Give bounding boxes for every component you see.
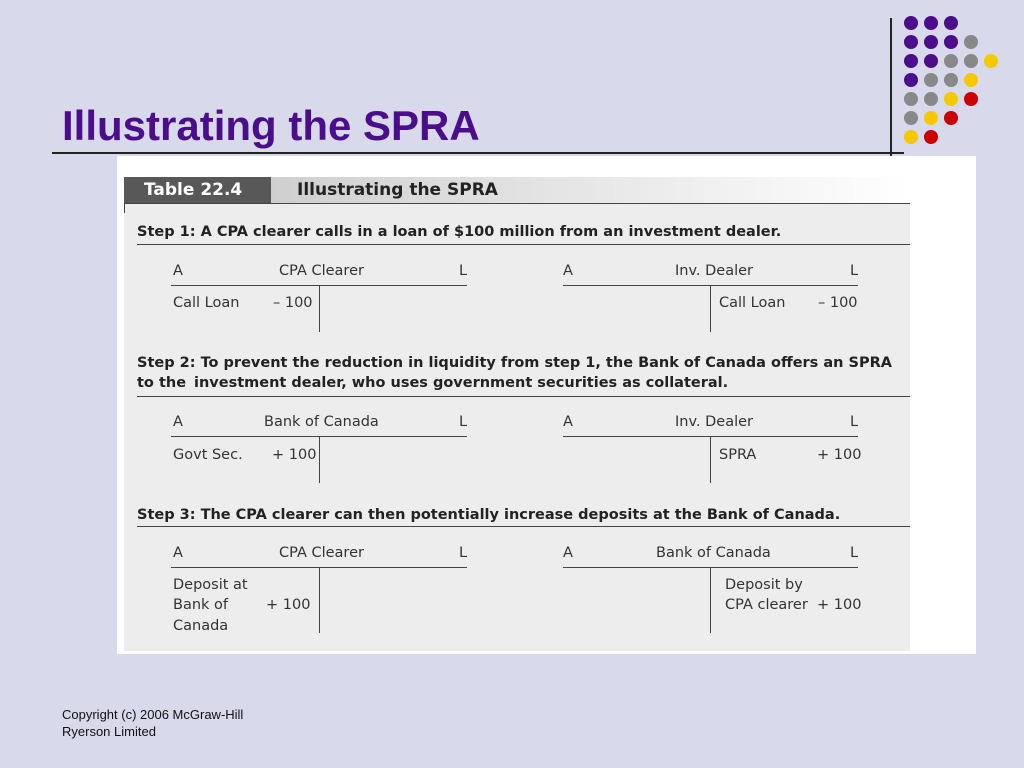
t-account-name: Bank of Canada (656, 545, 771, 561)
t-account-name: CPA Clearer (279, 545, 364, 561)
t-account-amount: + 100 (266, 597, 311, 613)
table-header-tick (124, 203, 125, 213)
step-1-heading: Step 1: A CPA clearer calls in a loan of $100 million from an investment dealer. (137, 224, 782, 240)
dot (944, 54, 958, 68)
t-account-name: Inv. Dealer (675, 414, 754, 430)
t-account-name: Inv. Dealer (675, 263, 754, 279)
t-account-asset-label: A (563, 414, 573, 430)
t-account-liability-label: L (850, 545, 859, 561)
t-account-liability-label: L (459, 263, 468, 279)
t-account-divider (710, 285, 711, 332)
t-account-amount: + 100 (817, 447, 862, 463)
step-1-rule (137, 244, 910, 245)
t-account-asset-label: A (563, 263, 573, 279)
copyright-line: Ryerson Limited (62, 724, 156, 739)
dot (904, 92, 918, 106)
dot (944, 73, 958, 87)
dot (924, 54, 938, 68)
dot (964, 73, 978, 87)
t-account-asset-label: A (563, 545, 573, 561)
dot (944, 92, 958, 106)
dot (964, 92, 978, 106)
step-2-heading: Step 2: To prevent the reduction in liquidity from step 1, the Bank of Canada offers an SPRA to the (137, 355, 892, 391)
t-account-amount: + 100 (817, 597, 862, 613)
t-account-asset-label: A (173, 545, 183, 561)
t-account-item: Deposit at (173, 577, 248, 593)
dot (924, 35, 938, 49)
dot (944, 111, 958, 125)
t-account-liability-label: L (459, 414, 468, 430)
t-account-amount: – 100 (818, 295, 858, 311)
t-account-divider (319, 436, 320, 483)
slide-title: Illustrating the SPRA (62, 102, 480, 149)
t-account-item: Bank of (173, 597, 229, 613)
t-account-item: SPRA (719, 447, 757, 463)
t-account-name: Bank of Canada (264, 414, 379, 430)
t-account-item: Deposit by (725, 577, 803, 593)
table-header-rule (124, 203, 910, 204)
t-account-item: Govt Sec. (173, 447, 243, 463)
dot (904, 54, 918, 68)
t-account-divider (319, 567, 320, 633)
dot (964, 35, 978, 49)
t-account-liability-label: L (850, 263, 859, 279)
t-account-amount: + 100 (272, 447, 317, 463)
t-account-asset-label: A (173, 263, 183, 279)
dot (944, 35, 958, 49)
t-account-divider (319, 285, 320, 332)
step-3-rule (137, 526, 910, 527)
t-account-liability-label: L (459, 545, 468, 561)
t-account-name: CPA Clearer (279, 263, 364, 279)
step-2-heading-continued: investment dealer, who uses government securities as collateral. (194, 375, 729, 391)
dot (924, 92, 938, 106)
dot (924, 16, 938, 30)
t-account-divider (710, 436, 711, 483)
dot (984, 54, 998, 68)
t-account-liability-label: L (850, 414, 859, 430)
dot (904, 16, 918, 30)
t-account-amount: – 100 (273, 295, 313, 311)
t-account-item: Call Loan (719, 295, 786, 311)
dot (904, 111, 918, 125)
table-title: Illustrating the SPRA (271, 177, 910, 203)
dot (924, 130, 938, 144)
t-account-item: CPA clearer (725, 597, 808, 613)
table-figure (117, 156, 976, 654)
step-2-rule (137, 396, 910, 397)
dot (904, 35, 918, 49)
t-account-item: Call Loan (173, 295, 240, 311)
t-account-divider (710, 567, 711, 633)
t-account-asset-label: A (173, 414, 183, 430)
dot (904, 130, 918, 144)
step-3-heading: Step 3: The CPA clearer can then potentially increase deposits at the Bank of Canada. (137, 507, 841, 523)
table-panel (124, 177, 910, 651)
t-account-item: Canada (173, 618, 229, 634)
title-underline (52, 152, 904, 154)
dot (944, 16, 958, 30)
decorative-vertical-rule (890, 18, 892, 156)
copyright-notice (62, 706, 243, 740)
copyright-line: Copyright (c) 2006 McGraw-Hill (62, 707, 244, 722)
dot (924, 111, 938, 125)
dot (924, 73, 938, 87)
dot (964, 54, 978, 68)
table-number: Table 22.4 (124, 177, 271, 203)
dot (904, 73, 918, 87)
